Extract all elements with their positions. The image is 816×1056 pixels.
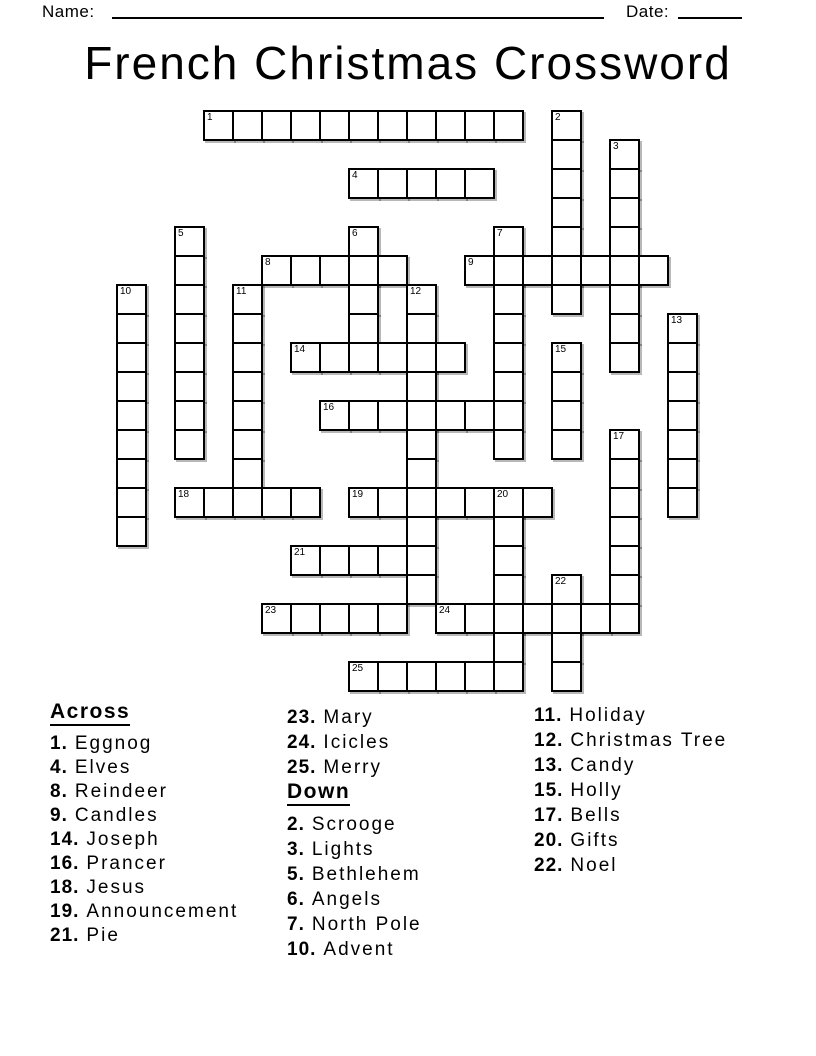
grid-cell[interactable]	[551, 110, 582, 141]
grid-cell[interactable]	[435, 168, 466, 199]
grid-cell[interactable]	[116, 284, 147, 315]
grid-cell[interactable]	[406, 429, 437, 460]
grid-cell[interactable]	[551, 632, 582, 663]
grid-cell[interactable]	[116, 429, 147, 460]
grid-cell[interactable]	[377, 603, 408, 634]
grid-cell[interactable]	[232, 371, 263, 402]
grid-cell[interactable]	[435, 342, 466, 373]
grid-cell[interactable]	[290, 110, 321, 141]
cell-number: 5	[178, 228, 184, 239]
grid-cell[interactable]	[232, 458, 263, 489]
clue-item	[50, 804, 238, 828]
cell-number: 14	[294, 344, 306, 355]
grid-cell[interactable]	[493, 661, 524, 692]
clue-item	[534, 778, 727, 803]
grid-cell[interactable]	[551, 197, 582, 228]
clue-item	[534, 853, 727, 878]
grid-cell[interactable]	[580, 603, 611, 634]
grid-cell[interactable]	[348, 487, 379, 518]
clue-text: Elves	[74, 757, 132, 778]
clue-number: 11.	[534, 705, 563, 726]
grid-cell[interactable]	[261, 110, 292, 141]
grid-cell[interactable]	[551, 139, 582, 170]
clue-item	[534, 828, 727, 853]
grid-cell[interactable]	[551, 574, 582, 605]
grid-cell[interactable]	[464, 255, 495, 286]
grid-cell[interactable]	[319, 603, 350, 634]
grid-cell[interactable]	[174, 371, 205, 402]
cell-number: 6	[352, 228, 358, 239]
grid-cell[interactable]	[203, 487, 234, 518]
grid-cell[interactable]	[377, 661, 408, 692]
grid-cell[interactable]	[609, 603, 640, 634]
grid-cell[interactable]	[493, 487, 524, 518]
clue-number: 22.	[534, 855, 564, 876]
cell-number: 9	[468, 257, 474, 268]
clue-text: Holiday	[569, 705, 647, 726]
clue-number: 2.	[287, 814, 305, 835]
grid-cell[interactable]	[551, 284, 582, 315]
grid-cell[interactable]	[377, 255, 408, 286]
grid-cell[interactable]	[348, 661, 379, 692]
clue-number: 4.	[50, 757, 68, 778]
grid-cell[interactable]	[377, 487, 408, 518]
clue-item	[50, 780, 238, 804]
clue-number: 12.	[534, 730, 564, 751]
clue-number: 8.	[50, 781, 68, 802]
grid-cell[interactable]	[116, 516, 147, 547]
grid-cell[interactable]	[232, 342, 263, 373]
clue-text: Candy	[570, 755, 636, 776]
clue-text: Gifts	[570, 830, 620, 851]
grid-cell[interactable]	[609, 516, 640, 547]
clue-column-3	[534, 703, 727, 878]
grid-cell[interactable]	[435, 603, 466, 634]
grid-cell[interactable]	[377, 400, 408, 431]
clue-number: 1.	[50, 733, 68, 754]
grid-cell[interactable]	[435, 661, 466, 692]
grid-cell[interactable]	[406, 371, 437, 402]
clue-item	[287, 755, 422, 780]
grid-cell[interactable]	[493, 574, 524, 605]
clue-text: Lights	[311, 839, 375, 860]
page-title: French Christmas Crossword	[84, 37, 732, 89]
grid-cell[interactable]	[609, 226, 640, 257]
clue-number: 14.	[50, 829, 80, 850]
grid-cell[interactable]	[493, 284, 524, 315]
grid-cell[interactable]	[609, 429, 640, 460]
down-heading: Down	[287, 780, 422, 812]
clue-number: 9.	[50, 805, 68, 826]
clue-item	[534, 803, 727, 828]
grid-cell[interactable]	[174, 255, 205, 286]
grid-cell[interactable]	[667, 371, 698, 402]
cell-number: 20	[497, 489, 509, 500]
date-line[interactable]	[678, 0, 742, 19]
grid-cell[interactable]	[348, 545, 379, 576]
grid-cell[interactable]	[406, 284, 437, 315]
grid-cell[interactable]	[551, 255, 582, 286]
clue-column-2	[287, 705, 422, 962]
clue-number: 7.	[287, 914, 305, 935]
cell-number: 13	[671, 315, 683, 326]
clue-text: Noel	[570, 855, 618, 876]
clue-item	[50, 924, 238, 948]
grid-cell[interactable]	[667, 487, 698, 518]
clue-number: 21.	[50, 925, 80, 946]
grid-cell[interactable]	[493, 545, 524, 576]
grid-cell[interactable]	[493, 342, 524, 373]
grid-cell[interactable]	[609, 342, 640, 373]
grid-cell[interactable]	[232, 400, 263, 431]
cell-number: 17	[613, 431, 625, 442]
clue-item	[287, 812, 422, 837]
grid-cell[interactable]	[319, 400, 350, 431]
cell-number: 4	[352, 170, 358, 181]
grid-cell[interactable]	[116, 313, 147, 344]
clue-number: 23.	[287, 707, 317, 728]
grid-cell[interactable]	[290, 545, 321, 576]
date-label: Date:	[626, 2, 670, 21]
clue-text: Icicles	[323, 732, 391, 753]
grid-cell[interactable]	[493, 516, 524, 547]
name-label: Name:	[42, 2, 95, 21]
cell-number: 16	[323, 402, 335, 413]
grid-cell[interactable]	[609, 313, 640, 344]
grid-cell[interactable]	[551, 168, 582, 199]
grid-cell[interactable]	[551, 429, 582, 460]
cell-number: 18	[178, 489, 190, 500]
grid-cell[interactable]	[464, 168, 495, 199]
clue-number: 6.	[287, 889, 305, 910]
grid-cell[interactable]	[348, 313, 379, 344]
grid-cell[interactable]	[116, 458, 147, 489]
grid-cell[interactable]	[232, 110, 263, 141]
clue-number: 13.	[534, 755, 564, 776]
clue-item	[50, 900, 238, 924]
clue-number: 25.	[287, 757, 317, 778]
grid-cell[interactable]	[609, 139, 640, 170]
clue-number: 10.	[287, 939, 317, 960]
clue-number: 20.	[534, 830, 564, 851]
grid-cell[interactable]	[348, 603, 379, 634]
grid-cell[interactable]	[609, 284, 640, 315]
grid-cell[interactable]	[174, 400, 205, 431]
clue-item	[50, 732, 238, 756]
grid-cell[interactable]	[551, 226, 582, 257]
clue-text: Eggnog	[74, 733, 153, 754]
clue-text: Pie	[86, 925, 120, 946]
cell-number: 1	[207, 112, 213, 123]
grid-cell[interactable]	[116, 400, 147, 431]
grid-cell[interactable]	[377, 342, 408, 373]
clue-number: 17.	[534, 805, 564, 826]
clue-item	[50, 876, 238, 900]
cell-number: 24	[439, 605, 451, 616]
grid-cell[interactable]	[493, 313, 524, 344]
grid-cell[interactable]	[551, 371, 582, 402]
clue-text: Merry	[323, 757, 382, 778]
grid-cell[interactable]	[290, 255, 321, 286]
grid-cell[interactable]	[609, 574, 640, 605]
clue-item	[287, 837, 422, 862]
grid-cell[interactable]	[406, 313, 437, 344]
grid-cell[interactable]	[406, 574, 437, 605]
grid-cell[interactable]	[493, 371, 524, 402]
grid-cell[interactable]	[261, 255, 292, 286]
grid-cell[interactable]	[348, 284, 379, 315]
grid-cell[interactable]	[464, 661, 495, 692]
across-heading: Across	[50, 700, 238, 732]
cell-number: 7	[497, 228, 503, 239]
grid-cell[interactable]	[232, 487, 263, 518]
grid-cell[interactable]	[348, 168, 379, 199]
grid-cell[interactable]	[116, 487, 147, 518]
grid-cell[interactable]	[261, 487, 292, 518]
grid-cell[interactable]	[406, 661, 437, 692]
grid-cell[interactable]	[116, 342, 147, 373]
clue-text: Candles	[74, 805, 159, 826]
grid-cell[interactable]	[232, 313, 263, 344]
grid-cell[interactable]	[667, 313, 698, 344]
grid-cell[interactable]	[290, 342, 321, 373]
grid-cell[interactable]	[319, 342, 350, 373]
grid-cell[interactable]	[493, 226, 524, 257]
clue-text: Bells	[570, 805, 622, 826]
clue-item	[50, 756, 238, 780]
grid-cell[interactable]	[493, 429, 524, 460]
grid-cell[interactable]	[493, 255, 524, 286]
clue-number: 16.	[50, 853, 80, 874]
grid-cell[interactable]	[464, 110, 495, 141]
clue-number: 24.	[287, 732, 317, 753]
grid-cell[interactable]	[609, 255, 640, 286]
grid-cell[interactable]	[377, 545, 408, 576]
grid-cell[interactable]	[464, 603, 495, 634]
grid-cell[interactable]	[493, 632, 524, 663]
cell-number: 2	[555, 112, 561, 123]
grid-cell[interactable]	[435, 400, 466, 431]
grid-cell[interactable]	[290, 603, 321, 634]
clue-item	[534, 753, 727, 778]
grid-cell[interactable]	[174, 342, 205, 373]
clue-text: North Pole	[311, 914, 422, 935]
grid-cell[interactable]	[319, 545, 350, 576]
clue-item	[534, 728, 727, 753]
clue-item	[287, 937, 422, 962]
grid-cell[interactable]	[638, 255, 669, 286]
clue-item	[287, 862, 422, 887]
grid-cell[interactable]	[174, 487, 205, 518]
clue-item	[287, 705, 422, 730]
clue-item	[287, 887, 422, 912]
grid-cell[interactable]	[609, 197, 640, 228]
grid-cell[interactable]	[406, 400, 437, 431]
grid-cell[interactable]	[377, 110, 408, 141]
cell-number: 19	[352, 489, 364, 500]
cell-number: 12	[410, 286, 422, 297]
grid-cell[interactable]	[174, 429, 205, 460]
clue-text: Reindeer	[74, 781, 168, 802]
cell-number: 21	[294, 547, 306, 558]
grid-cell[interactable]	[377, 168, 408, 199]
grid-cell[interactable]	[464, 487, 495, 518]
cell-number: 15	[555, 344, 567, 355]
grid-cell[interactable]	[406, 458, 437, 489]
grid-cell[interactable]	[493, 400, 524, 431]
grid-cell[interactable]	[609, 458, 640, 489]
grid-cell[interactable]	[406, 516, 437, 547]
clue-item	[50, 852, 238, 876]
clue-item	[50, 828, 238, 852]
cell-number: 22	[555, 576, 567, 587]
cell-number: 8	[265, 257, 271, 268]
grid-cell[interactable]	[522, 487, 553, 518]
cell-number: 10	[120, 286, 132, 297]
grid-cell[interactable]	[522, 255, 553, 286]
grid-cell[interactable]	[667, 429, 698, 460]
grid-cell[interactable]	[406, 168, 437, 199]
grid-cell[interactable]	[667, 458, 698, 489]
grid-cell[interactable]	[493, 110, 524, 141]
clue-text: Prancer	[86, 853, 167, 874]
grid-cell[interactable]	[435, 487, 466, 518]
clue-item	[287, 730, 422, 755]
grid-cell[interactable]	[174, 284, 205, 315]
clue-column-1	[50, 700, 238, 948]
clue-number: 18.	[50, 877, 80, 898]
grid-cell[interactable]	[290, 487, 321, 518]
cell-number: 25	[352, 663, 364, 674]
cell-number: 3	[613, 141, 619, 152]
cell-number: 11	[236, 286, 247, 297]
grid-cell[interactable]	[406, 110, 437, 141]
grid-cell[interactable]	[348, 400, 379, 431]
grid-cell[interactable]	[203, 110, 234, 141]
clue-text: Christmas Tree	[570, 730, 728, 751]
grid-cell[interactable]	[319, 110, 350, 141]
grid-cell[interactable]	[319, 255, 350, 286]
clue-item	[534, 703, 727, 728]
grid-cell[interactable]	[232, 429, 263, 460]
grid-cell[interactable]	[551, 603, 582, 634]
grid-cell[interactable]	[609, 545, 640, 576]
clue-number: 19.	[50, 901, 80, 922]
clue-number: 3.	[287, 839, 305, 860]
clue-text: Announcement	[86, 901, 239, 922]
grid-cell[interactable]	[551, 342, 582, 373]
grid-cell[interactable]	[348, 110, 379, 141]
grid-cell[interactable]	[464, 400, 495, 431]
grid-cell[interactable]	[174, 226, 205, 257]
clue-text: Scrooge	[311, 814, 397, 835]
clue-number: 5.	[287, 864, 305, 885]
clue-item	[287, 912, 422, 937]
grid-cell[interactable]	[348, 255, 379, 286]
grid-cell[interactable]	[667, 400, 698, 431]
clue-text: Holly	[570, 780, 623, 801]
grid-cell[interactable]	[348, 226, 379, 257]
grid-cell[interactable]	[609, 487, 640, 518]
clue-number: 15.	[534, 780, 564, 801]
grid-cell[interactable]	[551, 400, 582, 431]
grid-cell[interactable]	[551, 661, 582, 692]
clue-text: Bethlehem	[311, 864, 421, 885]
grid-cell[interactable]	[493, 603, 524, 634]
clue-text: Advent	[323, 939, 395, 960]
grid-cell[interactable]	[348, 342, 379, 373]
grid-cell[interactable]	[232, 284, 263, 315]
grid-cell[interactable]	[435, 110, 466, 141]
grid-cell[interactable]	[406, 342, 437, 373]
clue-text: Mary	[323, 707, 374, 728]
grid-cell[interactable]	[609, 168, 640, 199]
grid-cell[interactable]	[522, 603, 553, 634]
grid-cell[interactable]	[261, 603, 292, 634]
grid-cell[interactable]	[174, 313, 205, 344]
grid-cell[interactable]	[667, 342, 698, 373]
name-line[interactable]	[112, 0, 604, 19]
clue-text: Joseph	[86, 829, 160, 850]
grid-cell[interactable]	[406, 545, 437, 576]
grid-cell[interactable]	[116, 371, 147, 402]
grid-cell[interactable]	[580, 255, 611, 286]
clue-text: Angels	[311, 889, 382, 910]
grid-cell[interactable]	[406, 487, 437, 518]
cell-number: 23	[265, 605, 277, 616]
clue-text: Jesus	[86, 877, 147, 898]
